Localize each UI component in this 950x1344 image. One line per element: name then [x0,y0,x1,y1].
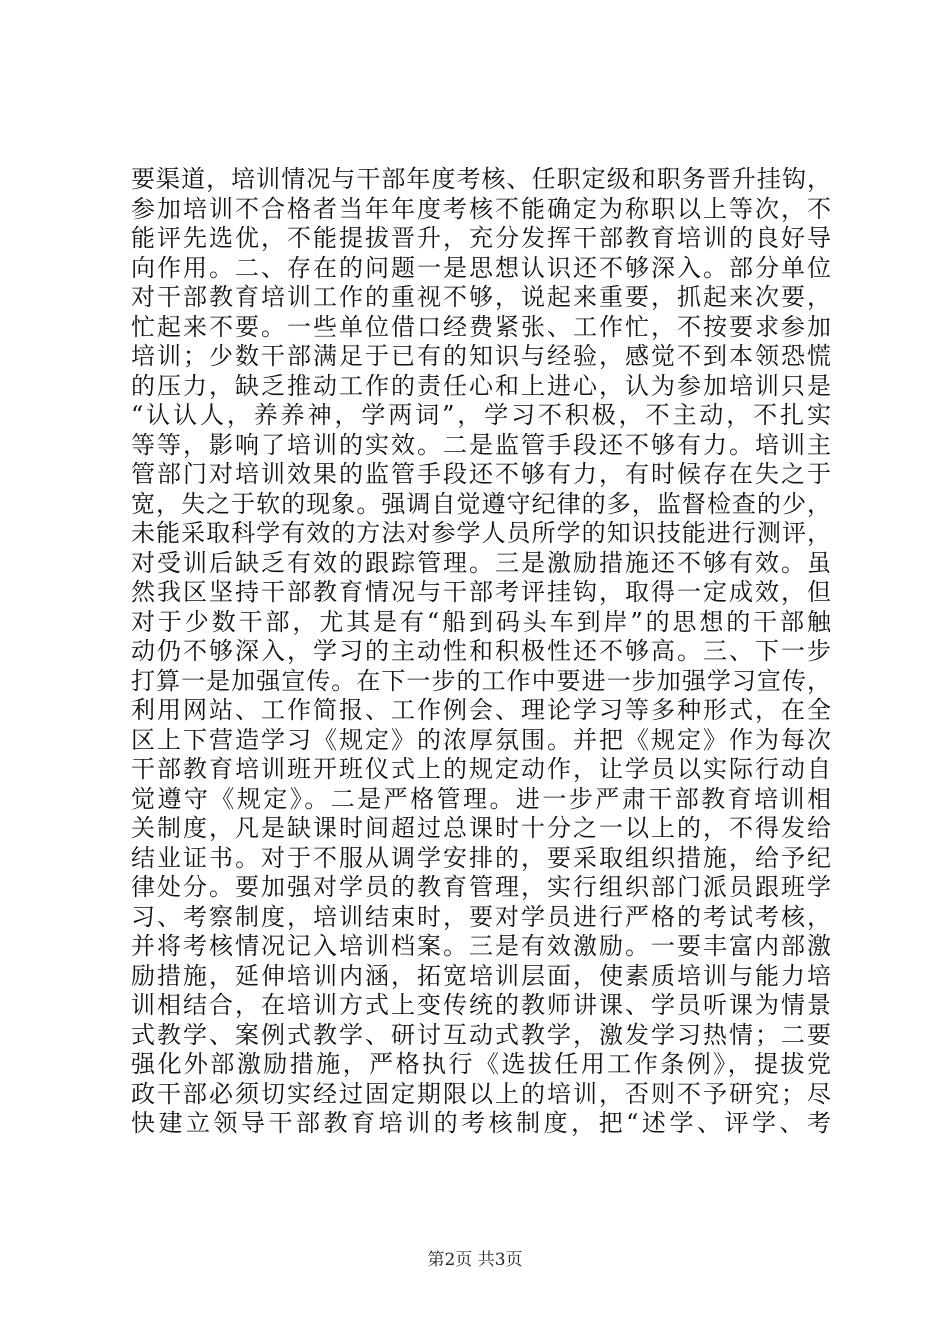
text-line: 政干部必须切实经过固定期限以上的培训，否则不予研究；尽 [131,1079,831,1108]
text-line: 要渠道，培训情况与干部年度考核、任职定级和职务晋升挂钩， [131,165,831,193]
text-line: 忙起来不要。一些单位借口经费紧张、工作忙，不按要求参加 [131,312,831,341]
text-line: 对于少数干部，尤其是有“船到码头车到岸”的思想的干部触 [131,607,831,636]
text-line: 能评先选优，不能提拔晋升，充分发挥干部教育培训的良好导 [131,224,831,252]
text-line: 动仍不够深入，学习的主动性和积极性还不够高。三、下一步 [131,637,831,665]
text-line: 培训；少数干部满足于已有的知识与经验，感觉不到本领恐慌 [131,342,831,370]
text-line: 未能采取科学有效的方法对参学人员所学的知识技能进行测评， [131,519,831,547]
text-line: 律处分。要加强对学员的教育管理，实行组织部门派员跟班学 [131,873,831,901]
text-line: 对受训后缺乏有效的跟踪管理。三是激励措施还不够有效。虽 [131,548,831,577]
text-line: 干部教育培训班开班仪式上的规定动作，让学员以实际行动自 [131,755,831,783]
text-line: 关制度，凡是缺课时间超过总课时十分之一以上的，不得发给 [131,814,831,842]
text-line: “认认人，养养神，学两词”，学习不积极，不主动，不扎实 [131,401,831,429]
text-line: 训相结合，在培训方式上变传统的教师讲课、学员听课为情景 [131,991,831,1019]
text-line: 觉遵守《规定》。二是严格管理。进一步严肃干部教育培训相 [131,784,831,813]
text-line: 强化外部激励措施，严格执行《选拔任用工作条例》，提拔党 [131,1050,831,1078]
text-line: 对干部教育培训工作的重视不够，说起来重要，抓起来次要， [131,283,831,311]
text-line: 参加培训不合格者当年年度考核不能确定为称职以上等次，不 [131,194,831,223]
text-line: 式教学、案例式教学、研讨互动式教学，激发学习热情；二要 [131,1020,831,1049]
text-line: 并将考核情况记入培训档案。三是有效激励。一要丰富内部激 [131,932,831,960]
text-line: 宽，失之于软的现象。强调自觉遵守纪律的多，监督检查的少， [131,489,831,518]
text-line: 然我区坚持干部教育情况与干部考评挂钩，取得一定成效，但 [131,578,831,606]
text-line: 快建立领导干部教育培训的考核制度，把“述学、评学、考 [131,1109,831,1137]
page-footer: 第2页 共3页 [427,1250,523,1270]
text-line: 利用网站、工作简报、工作例会、理论学习等多种形式，在全 [131,696,831,724]
text-line: 的压力，缺乏推动工作的责任心和上进心，认为参加培训只是 [131,371,831,400]
text-line: 管部门对培训效果的监管手段还不够有力，有时候存在失之于 [131,460,831,488]
text-line: 打算一是加强宣传。在下一步的工作中要进一步加强学习宣传， [131,666,831,695]
text-line: 等等，影响了培训的实效。二是监管手段还不够有力。培训主 [131,430,831,459]
text-line: 励措施，延伸培训内涵，拓宽培训层面，使素质培训与能力培 [131,961,831,990]
body-text [131,165,831,1139]
text-line: 结业证书。对于不服从调学安排的，要采取组织措施，给予纪 [131,843,831,872]
text-line: 区上下营造学习《规定》的浓厚氛围。并把《规定》作为每次 [131,725,831,754]
text-line: 向作用。二、存在的问题一是思想认识还不够深入。部分单位 [131,253,831,282]
text-line: 习、考察制度，培训结束时，要对学员进行严格的考试考核， [131,902,831,931]
